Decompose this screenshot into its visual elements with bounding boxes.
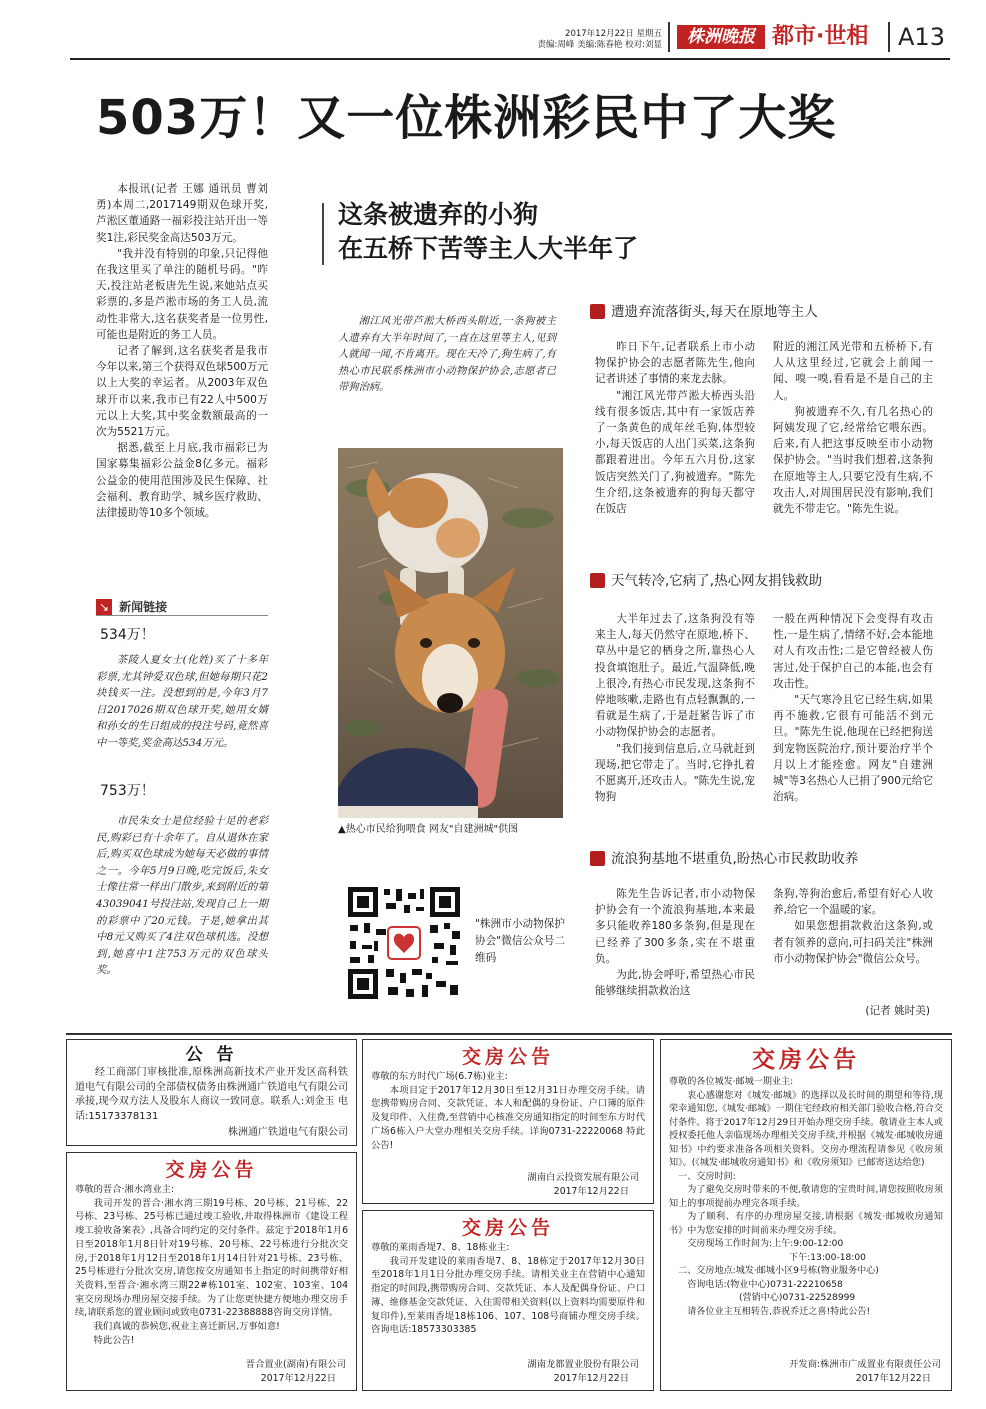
dog-section2-heading: [590, 570, 822, 592]
section2-heading-text: 天气转冷,它病了,热心网友捐钱救助: [611, 573, 823, 589]
news-link-heading: [96, 596, 268, 616]
ad-longdu-date: 2017年12月22日: [553, 1373, 629, 1385]
dog-photo: [338, 448, 563, 818]
dog-section2-col1: [595, 611, 755, 805]
ads-rule: [66, 1033, 952, 1035]
section-marker-icon: [590, 304, 605, 319]
section-title: 都市·世相: [772, 24, 869, 49]
news-link-rule: [96, 615, 268, 616]
dog-paragraph: "天气寒冷且它已经生病,如果再不施救,它很有可能活不到元旦。"陈先生说,他现在已经把狗送到宠物医院治疗,预计要治疗半个月以上才能痊愈。网友"自建洲城"等3名热心人已捐了900元给它治病。: [773, 694, 933, 804]
ad-jinhe-date: 2017年12月22日: [260, 1373, 336, 1385]
ad-salutation: 尊敬的东方时代广场(6.7栋)业主:: [371, 1071, 508, 1082]
case1-title: 534万！: [100, 627, 155, 643]
dog-section1-col1: [595, 339, 755, 517]
dog-paragraph: 大半年过去了,这条狗没有等来主人,每天仍然守在原地,桥下、草丛中是它的栖身之所,靠热心人投食填饱肚子。最近,气温降低,晚上很冷,有热心市民发现,这条狗不停地咳嗽,走路也有点轻飘飘的,一看就是生病了,于是赶紧告诉了市小动物保护协会的志愿者。: [595, 613, 755, 739]
ad-list-item: 为了顺利、有序的办理房屋交接,请根据《城发·邮城收房通知书》中为您安排的时间前来办理交房手续。: [669, 1212, 943, 1236]
dog-paragraph: 如果您想捐款救治这条狗,或者有领养的意向,可扫码关注"株洲市小动物保护协会"微信公众号。: [773, 920, 933, 965]
dog-paragraph: 条狗,等狗治愈后,希望有好心人收养,给它一个温暖的家。: [773, 888, 933, 917]
ad-salutation: 尊敬的各位城发·邮城一期业主:: [669, 1077, 794, 1087]
lottery-headline: 503万！又一位株洲彩民中了大奖: [96, 90, 837, 146]
ad-longdu: [362, 1210, 654, 1391]
lottery-paragraph: 据悉,截至上月底,我市福彩已为国家募集福彩公益金8亿多元。福彩公益金的使用范围涉及民生保障、社会福利、教育助学、城乡医疗救助、法律援助等10多个领域。: [96, 442, 268, 520]
ad-guangcheng: [660, 1039, 952, 1391]
section3-heading-text: 流浪狗基地不堪重负,盼热心市民救助收养: [611, 851, 859, 867]
ad-paragraph: 我们真诚的恭候您,祝业主喜迁新居,万事如意!: [93, 1321, 280, 1333]
ad-paragraph: 衷心感谢您对《城发·邮城》的选择以及长时间的期望和等待,现荣幸通知您,《城发·邮城》一期住宅经政府相关部门验收合格,符合交付条件。将于2017年12月29日开始办理交房手续。敬请业主本人或授权委托他人亲临现场办理相关交房手续,并根据《城发·邮城收房通知书》中约要求准备各项相关资料。交房办理流程请参见《收房须知》。(《城发·邮城收房通知书》和《收房须知》已邮寄送达给您): [669, 1090, 943, 1168]
lottery-body: [96, 181, 268, 521]
dog-summary-text: 湘江风光带芦淞大桥西头附近,一条狗被主人遗弃有大半年时间了,一直在这里等主人,见到人就闻一闻,不肯离开。现在天冷了,狗生病了,有热心市民联系株洲市小动物保护协会,志愿者已带狗治病。: [338, 315, 556, 393]
case1-text: [96, 652, 268, 752]
qr-code-graphic: [346, 885, 462, 1001]
ad-jinhe: [66, 1152, 357, 1391]
dog-paragraph: 昨日下午,记者联系上市小动物保护协会的志愿者陈先生,他向记者讲述了事情的来龙去脉。: [595, 341, 755, 386]
ad-jinhe-sign: 晋合置业(湖南)有限公司: [245, 1359, 346, 1371]
ad-paragraph: 我司开发建设的莱雨香堤7、8、18栋定于2017年12月30日至2018年1月1日分批办理交房手续。请相关业主在营销中心通知指定的时间段,携带购房合同、交款凭证、本人及配偶身份证、户口簿、维修基金交款凭证、入住需带相关资料(以上资料均需要原件和复印件),至莱雨香堤18栋106、107、108号商铺办理交房手续。咨询电话:18573303385: [371, 1255, 645, 1336]
ad-list-item: 交房现场工作时间为:上午:9:00-12:00: [687, 1239, 844, 1249]
ad-baiyun-title: 交房公告: [461, 1046, 554, 1068]
dog-paragraph: 附近的湘江风光带和五桥桥下,有人从这里经过,它就会上前闻一闻、嗅一嗅,看看是不是自己的主人。: [773, 341, 933, 402]
case1-paragraph: 茶陵人夏女士(化姓)买了十多年彩票,尤其钟爱双色球,但她每期只花2块钱买一注。没想到的是,今年3月7日2017026期双色球开奖,她用女婿和孙女的生日组成的投注号码,竟然喜中一等奖,奖金高达534万元。: [96, 654, 268, 749]
ad-guangcheng-sign: 开发商:株洲市广成置业有限责任公司: [789, 1359, 941, 1371]
header-divider-2: [888, 22, 890, 52]
ad-guangcheng-date: 2017年12月22日: [855, 1373, 931, 1385]
ad-list-item: 二、交房地点:城发·邮城小区9号栋(物业服务中心): [678, 1266, 879, 1276]
ad-list-item: 咨询电话:(物业中心)0731-22210658: [687, 1279, 843, 1290]
ad-paragraph: 我司开发的晋合·湘水湾三期19号栋、20号栋、21号栋、22号栋、23号栋、25号栋已通过竣工验收,并取得株洲市《建设工程竣工验收备案表》,具备合同约定的交付条件。兹定于2018年1月6日至2018年1月8日针对19号栋、20号栋、22号栋进行分批次交房,于2018年1月12日至2018年1月14日针对21号栋、23号栋、25号栋进行分批次交房,请您按交房通知书上指定的时间携带好相关资料,至晋合·湘水湾三期22#栋101室、102室、103室、104室交房现场办理房屋交接手续。为了让您更快捷方便地办理交房手续,请联系您的置业顾问或致电0731-22388888咨询交房详情。: [75, 1197, 348, 1319]
section-marker-icon: [590, 573, 605, 588]
qr-code: [346, 885, 462, 1001]
case2-paragraph: 市民朱女士是位经验十足的老彩民,购彩已有十余年了。自从退休在家后,购买双色球成为她每天必做的事情之一。今年5月9日晚,吃完饭后,朱女士像往常一样出门散步,来到附近的第43039041号投注站,发现自己上一期的彩票中了20元钱。于是,她拿出其中8元又购买了4注双色球机选。没想到,她喜中1注753万元的双色球头奖。: [96, 815, 268, 977]
case2-text: [96, 813, 268, 979]
dog-section3-heading: [590, 848, 858, 870]
photo-caption: ▲热心市民给狗喂食 网友"自建洲城"供图: [338, 824, 519, 835]
ad-notice-title: 公 告: [185, 1045, 238, 1065]
dog-paragraph: 一般在两种情况下会变得有攻击性,一是生病了,情绪不好,会本能地对人有攻击性;二是它曾经被人伤害过,处于保护自己的本能,也会有攻击性。: [773, 613, 933, 690]
section-marker-icon: [590, 851, 605, 866]
ad-baiyun-sign: 湖南白云投资发展有限公司: [527, 1172, 639, 1184]
ad-salutation: 尊敬的晋合·湘水湾业主:: [75, 1184, 175, 1195]
dog-section1-heading: [590, 301, 818, 323]
dog-section3-col1: [595, 886, 755, 999]
lottery-paragraph: 记者了解到,这名获奖者是我市今年以来,第三个获得双色球500万元以上大奖的幸运者。从2003年双色球开市以来,我市已有22人中500万元以上大奖,其中奖金数额最高的一次为5521万元。: [96, 345, 268, 439]
ad-list-item: (营销中心)0731-22528999: [739, 1293, 856, 1303]
page-number: A13: [898, 23, 945, 51]
ad-list-item: 一、交房时间:: [678, 1171, 736, 1182]
dog-photo-illustration: [338, 448, 563, 818]
qr-caption: "株洲市小动物保护协会"微信公众号二维码: [475, 918, 565, 964]
ad-list-item: 下午:13:00-18:00: [789, 1252, 866, 1263]
ad-guangcheng-text: [669, 1076, 943, 1319]
paper-logo: 株洲晚报: [677, 25, 765, 49]
ad-notice-sign: 株洲通广铁道电气有限公司: [228, 1127, 348, 1138]
dog-paragraph: "我们接到信息后,立马就赶到现场,把它带走了。当时,它挣扎着不愿离开,还攻击人。"陈先生说,宠物狗: [595, 742, 755, 804]
dog-paragraph: 狗被遗弃不久,有几名热心的阿姨发现了它,经常给它喂东西。后来,有人把这事反映至市小动物保护协会。"当时我们想着,这条狗在原地等主人,只要它没有生病,不攻击人,对周围居民没有影响,我们就先不带走它。"陈先生说。: [773, 405, 933, 516]
ad-notice: [66, 1039, 357, 1146]
dog-section2-col2: [773, 611, 933, 805]
dog-byline: (记者 姚时美): [865, 1005, 930, 1017]
ad-paragraph: 本项目定于2017年12月30日至12月31日办理交房手续。请您携带购房合同、交款凭证、本人和配偶的身份证、户口簿的原件及复印件、入住费,至营销中心核准交房通知指定的时间至东方时代广场6栋入户大堂办理相关交房手续。详询0731-22220068 特此公告!: [371, 1084, 645, 1151]
ad-longdu-title: 交房公告: [461, 1217, 554, 1239]
dog-headline-line2: 在五桥下苦等主人大半年了: [338, 234, 639, 263]
section1-heading-text: 遭遗弃流落街头,每天在原地等主人: [611, 304, 818, 320]
dog-paragraph: 陈先生告诉记者,市小动物保护协会有一个流浪狗基地,本来最多只能收养180多条狗,但是现在已经养了300多条,实在不堪重负。: [595, 888, 755, 965]
ad-baiyun: [362, 1039, 654, 1204]
ad-jinhe-title: 交房公告: [165, 1159, 258, 1181]
news-link-label: 新闻链接: [119, 600, 168, 614]
ad-notice-paragraph: 经工商部门审核批准,原株洲高新技术产业开发区高科铁道电气有限公司的全部债权债务由株洲通广铁道电气有限公司承接,现今双方法人及股东人商议一致同意。联系人:刘金玉 电话:15173378131: [75, 1067, 348, 1122]
header-rule: [70, 58, 950, 60]
dog-headline-line1: 这条被遗弃的小狗: [338, 200, 539, 229]
dog-section3-col2: [773, 886, 933, 967]
ad-salutation: 尊敬的莱雨香堤7、8、18栋业主:: [371, 1242, 510, 1253]
header-divider: [668, 22, 670, 52]
ad-baiyun-date: 2017年12月22日: [553, 1186, 629, 1198]
ad-longdu-text: [371, 1241, 645, 1337]
ad-jinhe-text: [75, 1183, 348, 1347]
dog-summary: [338, 313, 556, 396]
ad-baiyun-text: [371, 1070, 645, 1152]
ad-longdu-sign: 湖南龙都置业股份有限公司: [527, 1359, 639, 1371]
lottery-paragraph: 本报讯(记者 王娜 通讯员 曹刘勇)本周二,2017149期双色球开奖,芦淞区董通路一福彩投注站开出一等奖1注,彩民奖金高达503万元。: [96, 183, 268, 244]
arrow-icon: ↘: [96, 599, 112, 615]
case2-title: 753万！: [100, 783, 155, 799]
dog-paragraph: "湘江风光带芦淞大桥西头沿线有很多饭店,其中有一家饭店养了一条黄色的成年丝毛狗,体型较小,每天饭店的人出门买菜,这条狗都跟着进出。今年五六月份,这家饭店突然关门了,狗被遗弃。"陈先生介绍,这条被遗弃的狗每天都守在饭店: [595, 389, 755, 516]
ad-paragraph: 特此公告!: [93, 1334, 135, 1346]
header-editors: 责编:周峰 美编:陈春艳 校对:刘显: [537, 40, 662, 50]
ad-guangcheng-title: 交房公告: [752, 1046, 860, 1073]
header-date: 2017年12月22日 星期五: [565, 29, 662, 39]
ad-notice-text: [75, 1066, 348, 1124]
dog-paragraph: 为此,协会呼吁,希望热心市民能够继续捐款救治这: [595, 969, 755, 998]
lottery-paragraph: "我并没有特别的印象,只记得他在我这里买了单注的随机号码。"昨天,投注站老板唐先生说,来她站点买彩票的,多是芦淞市场的务工人员,流动性非常大,这名获奖者是一位男性,可能也是附近的务工人员。: [96, 247, 268, 341]
dog-headline-bar: [322, 203, 324, 265]
ad-list-item: 请各位业主互相转告,恭祝乔迁之喜!特此公告!: [687, 1306, 871, 1317]
dog-section1-col2: [773, 339, 933, 517]
ad-list-item: 为了避免交房时带来的不便,敬请您的宝贵时间,请您按照收房须知上的事项提前办理完各项手续。: [669, 1185, 943, 1209]
